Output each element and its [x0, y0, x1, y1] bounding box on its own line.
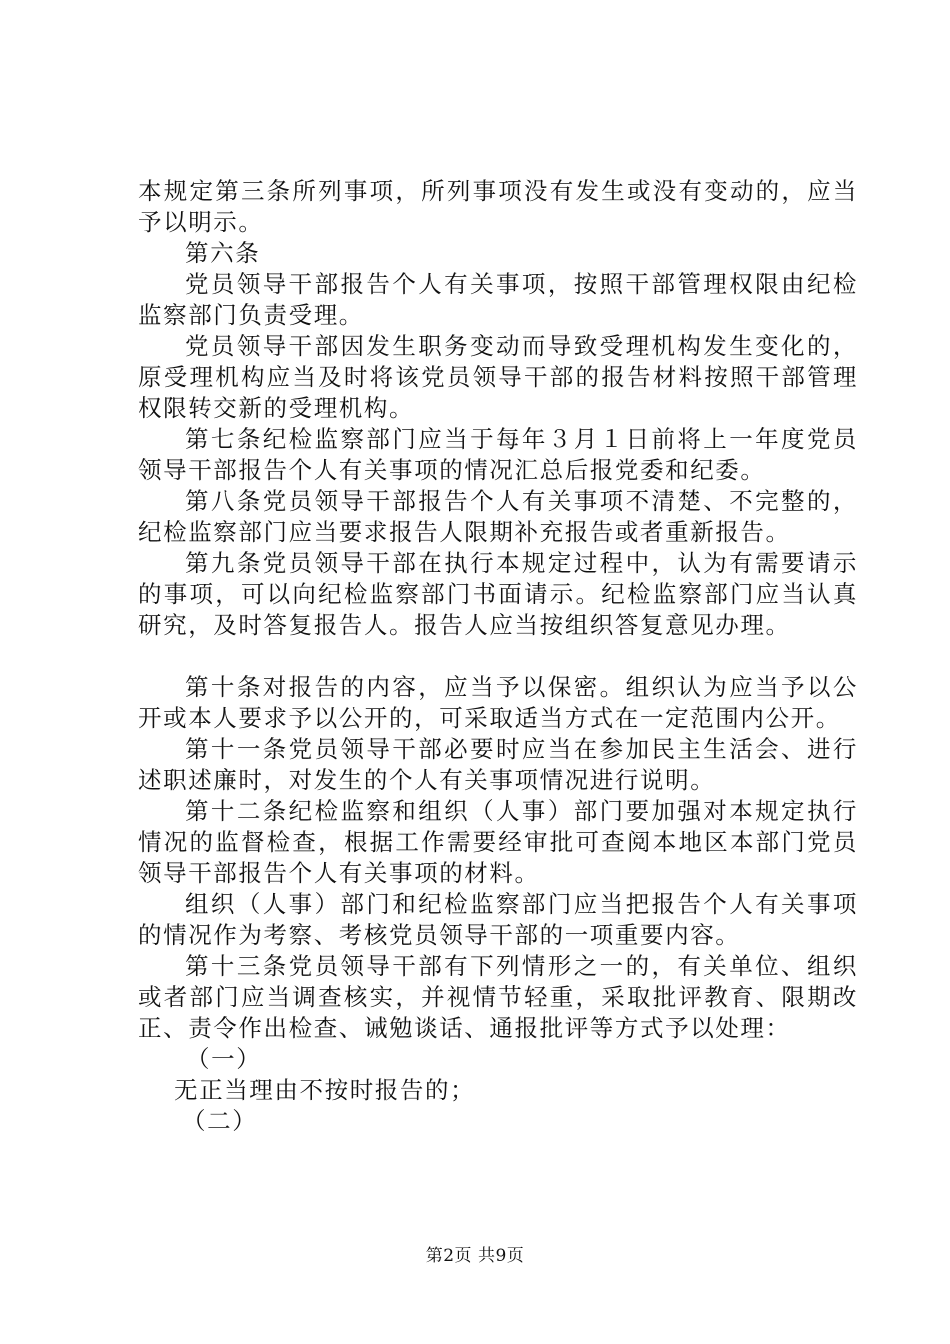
article-6-heading: 第六条: [185, 239, 261, 267]
paragraph-continuation: 本规定第三条所列事项，所列事项没有发生或没有变动的，应当予以明示。: [138, 177, 858, 236]
article-11: 第十一条党员领导干部必要时应当在参加民主生活会、进行述职述廉时，对发生的个人有关事项情况进行说明。: [138, 735, 858, 794]
article-7: 第七条纪检监察部门应当于每年３月１日前将上一年度党员领导干部报告个人有关事项的情况汇总后报党委和纪委。: [138, 425, 858, 484]
list-item-label-2: （二）: [182, 1107, 258, 1135]
article-10: 第十条对报告的内容，应当予以保密。组织认为应当予以公开或本人要求予以公开的，可采取适当方式在一定范围内公开。: [138, 673, 858, 732]
list-item-text-1: 无正当理由不按时报告的；: [174, 1076, 476, 1104]
article-12: 第十二条纪检监察和组织（人事）部门要加强对本规定执行情况的监督检查，根据工作需要经审批可查阅本地区本部门党员领导干部报告个人有关事项的材料。: [138, 797, 858, 887]
page-number: 第2页 共9页: [425, 1246, 525, 1266]
article-6-paragraph-1: 党员领导干部报告个人有关事项，按照干部管理权限由纪检监察部门负责受理。: [138, 270, 858, 329]
list-item-label-1: （一）: [186, 1045, 262, 1073]
article-8: 第八条党员领导干部报告个人有关事项不清楚、不完整的，纪检监察部门应当要求报告人限期补充报告或者重新报告。: [138, 487, 858, 546]
article-13: 第十三条党员领导干部有下列情形之一的，有关单位、组织或者部门应当调查核实，并视情节轻重，采取批评教育、限期改正、责令作出检查、诫勉谈话、通报批评等方式予以处理：: [138, 952, 858, 1042]
article-6-paragraph-2: 党员领导干部因发生职务变动而导致受理机构发生变化的，原受理机构应当及时将该党员领导干部的报告材料按照干部管理权限转交新的受理机构。: [138, 332, 858, 422]
document-body: [138, 176, 858, 1137]
article-12-paragraph-2: 组织（人事）部门和纪检监察部门应当把报告个人有关事项的情况作为考察、考核党员领导干部的一项重要内容。: [138, 890, 858, 949]
article-9: 第九条党员领导干部在执行本规定过程中，认为有需要请示的事项，可以向纪检监察部门书面请示。纪检监察部门应当认真研究，及时答复报告人。报告人应当按组织答复意见办理。: [138, 549, 858, 639]
